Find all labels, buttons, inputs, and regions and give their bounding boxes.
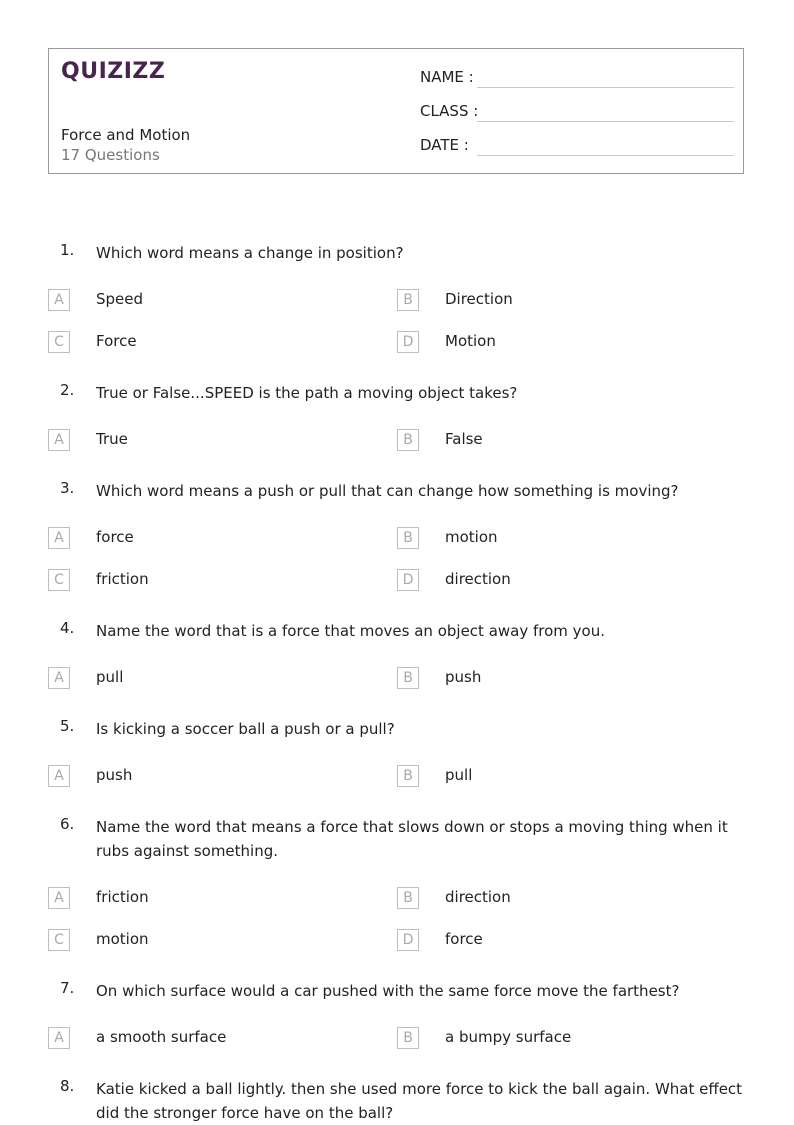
option-text: push <box>96 766 133 784</box>
option-letter[interactable]: B <box>397 429 419 451</box>
option-text: direction <box>445 570 511 588</box>
option-text: force <box>96 528 134 546</box>
question-text: True or False...SPEED is the path a moving object takes? <box>96 384 518 402</box>
option-letter[interactable]: A <box>48 289 70 311</box>
question-text: Which word means a change in position? <box>96 244 404 262</box>
option-letter[interactable]: A <box>48 527 70 549</box>
option-letter[interactable]: A <box>48 765 70 787</box>
option-letter[interactable]: B <box>397 667 419 689</box>
option-text: a smooth surface <box>96 1028 227 1046</box>
option-letter[interactable]: A <box>48 1027 70 1049</box>
option-letter[interactable]: C <box>48 331 70 353</box>
option-letter[interactable]: A <box>48 667 70 689</box>
option-text: a bumpy surface <box>445 1028 572 1046</box>
question-number: 1. <box>60 241 75 259</box>
date-line[interactable] <box>477 155 734 156</box>
option-letter[interactable]: A <box>48 429 70 451</box>
date-label: DATE : <box>420 136 469 154</box>
class-label: CLASS : <box>420 102 479 120</box>
name-field[interactable] <box>420 68 734 90</box>
question-number: 5. <box>60 717 75 735</box>
question-number: 7. <box>60 979 75 997</box>
option-text: True <box>96 430 128 448</box>
name-line[interactable] <box>477 87 734 88</box>
worksheet-title: Force and Motion <box>61 126 191 144</box>
option-letter[interactable]: D <box>397 569 419 591</box>
question-number: 2. <box>60 381 75 399</box>
question-text: Katie kicked a ball lightly. then she used more force to kick the ball again. What effect did the stronger force have on the ball? <box>96 1080 743 1122</box>
option-letter[interactable]: D <box>397 331 419 353</box>
option-text: Direction <box>445 290 513 308</box>
option-letter[interactable]: C <box>48 569 70 591</box>
option-text: motion <box>445 528 498 546</box>
question-text: Name the word that is a force that moves an object away from you. <box>96 622 605 640</box>
option-text: motion <box>96 930 149 948</box>
option-letter[interactable]: B <box>397 527 419 549</box>
option-letter[interactable]: C <box>48 929 70 951</box>
option-text: Speed <box>96 290 144 308</box>
option-letter[interactable]: A <box>48 887 70 909</box>
option-text: pull <box>445 766 473 784</box>
option-text: friction <box>96 570 149 588</box>
option-letter[interactable]: B <box>397 765 419 787</box>
quizizz-logo: QUIZIZZ <box>61 59 166 84</box>
class-line[interactable] <box>477 121 734 122</box>
option-letter[interactable]: B <box>397 289 419 311</box>
question-number: 4. <box>60 619 75 637</box>
option-text: force <box>445 930 483 948</box>
date-field[interactable] <box>420 136 734 158</box>
option-text: push <box>445 668 482 686</box>
question-text: Which word means a push or pull that can change how something is moving? <box>96 482 679 500</box>
option-text: pull <box>96 668 124 686</box>
option-text: friction <box>96 888 149 906</box>
option-text: direction <box>445 888 511 906</box>
question-number: 8. <box>60 1077 75 1095</box>
question-count: 17 Questions <box>61 146 160 164</box>
worksheet-header <box>48 48 744 174</box>
option-letter[interactable]: B <box>397 1027 419 1049</box>
option-letter[interactable]: B <box>397 887 419 909</box>
option-letter[interactable]: D <box>397 929 419 951</box>
option-text: Motion <box>445 332 496 350</box>
class-field[interactable] <box>420 102 734 124</box>
question-text: Is kicking a soccer ball a push or a pull? <box>96 720 395 738</box>
question-number: 6. <box>60 815 75 833</box>
question-text: On which surface would a car pushed with the same force move the farthest? <box>96 982 680 1000</box>
option-text: Force <box>96 332 137 350</box>
name-label: NAME : <box>420 68 474 86</box>
question-number: 3. <box>60 479 75 497</box>
question-text: Name the word that means a force that slows down or stops a moving thing when it rubs against something. <box>96 818 728 860</box>
option-text: False <box>445 430 483 448</box>
